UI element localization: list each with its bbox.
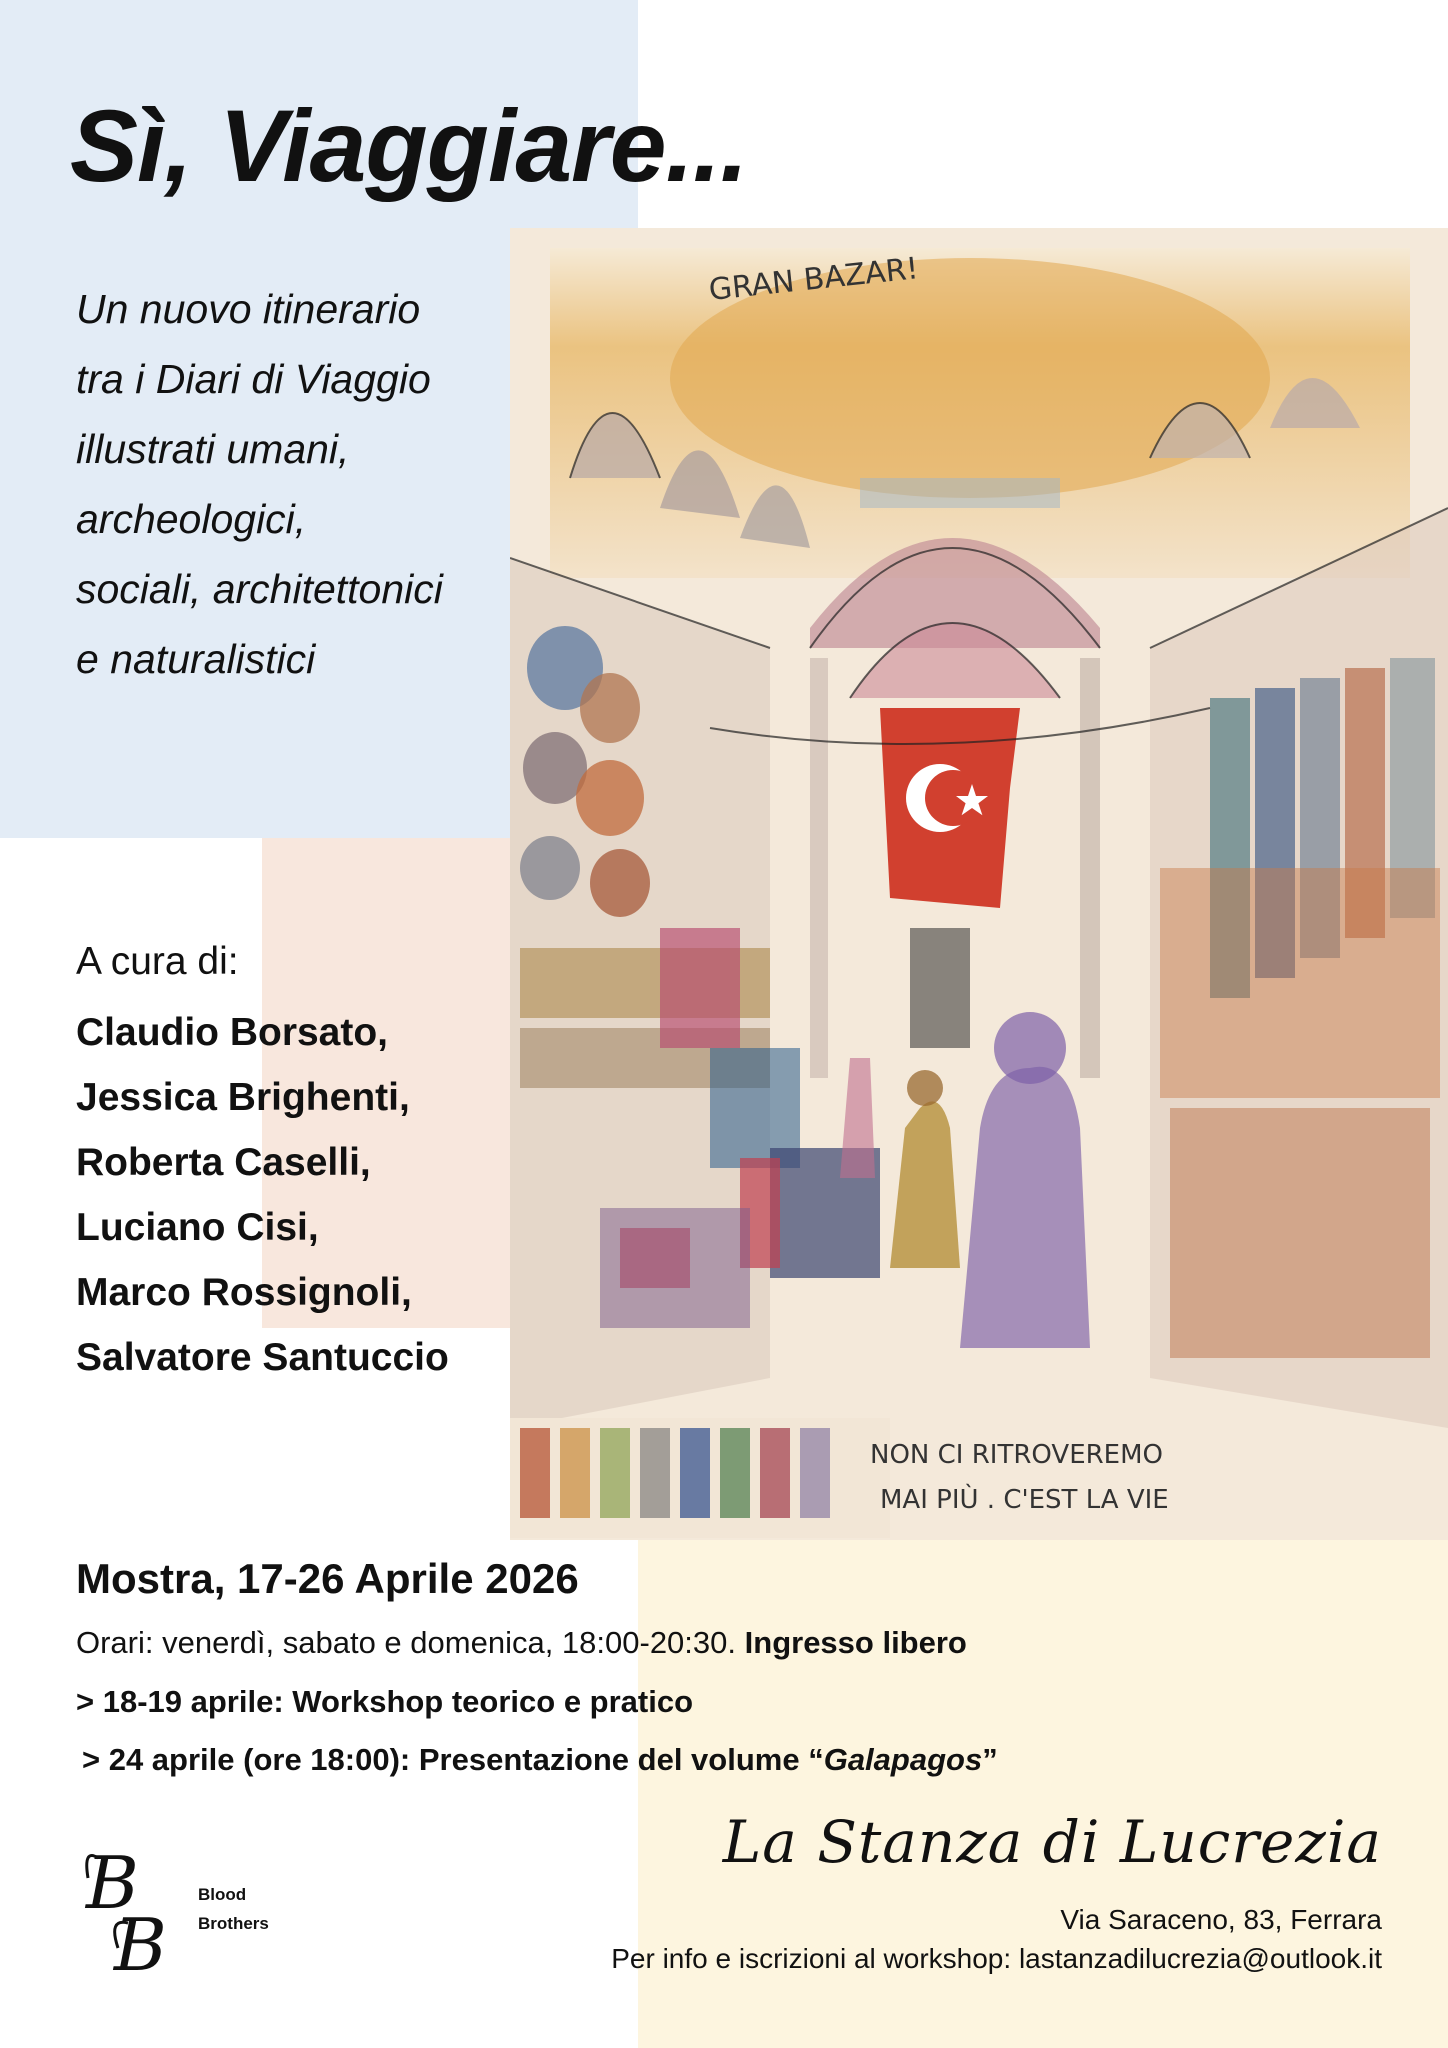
event-text: > 24 aprile (ore 18:00): Presentazione del volume “ [82, 1742, 824, 1777]
svg-text:B: B [86, 1841, 139, 1925]
curators-list [76, 1000, 449, 1390]
bazaar-watercolor-painting [510, 228, 1448, 1540]
svg-text:B: B [114, 1903, 167, 1978]
subtitle-line: e naturalistici [76, 636, 316, 682]
free-entry-text: Ingresso libero [744, 1625, 967, 1660]
subtitle-line: illustrati umani, [76, 426, 350, 472]
curated-by-label: A cura di: [76, 940, 239, 983]
workshop-info-email: Per info e iscrizioni al workshop: lastanzadilucrezia@outlook.it [611, 1943, 1382, 1974]
book-title: Galapagos [823, 1742, 983, 1777]
exhibition-dates: Mostra, 17-26 Aprile 2026 [76, 1555, 579, 1602]
painting-caption-top: GRAN BAZAR! [707, 251, 921, 308]
curator-name: Marco Rossignoli, [76, 1271, 412, 1314]
venue-name: La Stanza di Lucrezia [722, 1808, 1382, 1876]
painting-caption-bottom-1: NON CI RITROVEREMO [870, 1440, 1164, 1470]
blood-brothers-logo [78, 1838, 188, 1978]
subtitle-line: tra i Diari di Viaggio [76, 356, 431, 402]
curator-name: Salvatore Santuccio [76, 1336, 449, 1379]
poster-title: Sì, Viaggiare... [70, 89, 748, 203]
hours-text: Orari: venerdì, sabato e domenica, 18:00-20:30. [76, 1625, 737, 1660]
opening-hours [76, 1625, 967, 1661]
curator-name: Roberta Caselli, [76, 1141, 371, 1184]
logo-line: Brothers [198, 1914, 269, 1933]
logo-wordmark [198, 1880, 269, 1938]
logo-line: Blood [198, 1885, 247, 1904]
poster-subtitle [76, 274, 443, 694]
subtitle-line: Un nuovo itinerario [76, 286, 421, 332]
event-text-end: ” [982, 1742, 998, 1777]
painting-caption-bottom-2: MAI PIÙ . C'EST LA VIE [880, 1485, 1169, 1515]
subtitle-line: archeologici, [76, 496, 307, 542]
subtitle-line: sociali, architettonici [76, 566, 443, 612]
curator-name: Claudio Borsato, [76, 1011, 389, 1054]
book-presentation-event [82, 1742, 998, 1778]
curator-name: Jessica Brighenti, [76, 1076, 410, 1119]
venue-address: Via Saraceno, 83, Ferrara [1060, 1904, 1382, 1935]
curator-name: Luciano Cisi, [76, 1206, 319, 1249]
workshop-event: > 18-19 aprile: Workshop teorico e pratico [76, 1684, 694, 1719]
